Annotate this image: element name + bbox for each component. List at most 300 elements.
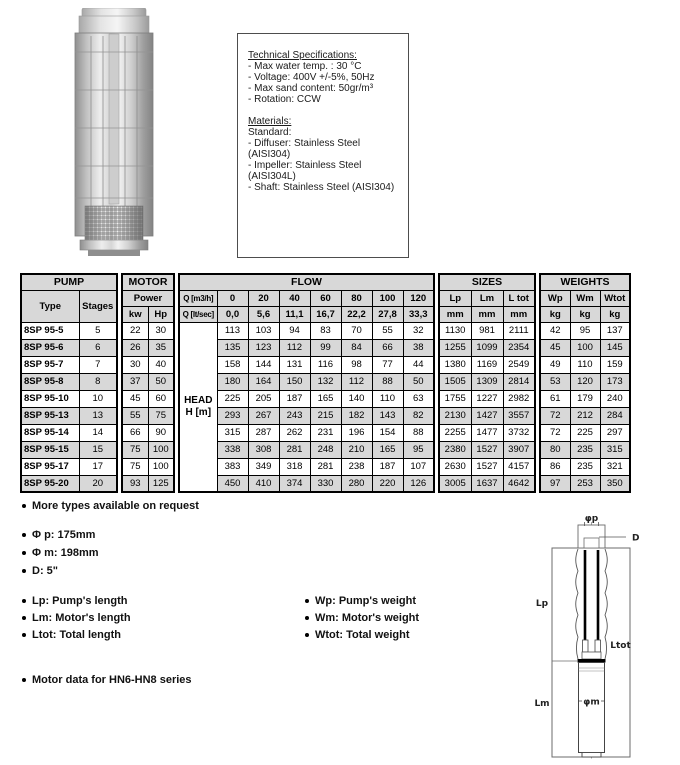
head-value-cell: 205	[248, 390, 279, 407]
head-value-cell: 112	[279, 339, 310, 356]
power-hp-cell: 90	[148, 424, 174, 441]
sizes-section-header: SIZES	[439, 274, 535, 290]
motor-section-table	[121, 273, 175, 493]
table-row	[179, 390, 434, 407]
flow-col-header: 20	[248, 290, 279, 306]
legend-ltot	[22, 629, 121, 642]
d-label: D	[632, 533, 640, 544]
table-row	[439, 458, 535, 475]
spec-box	[237, 33, 409, 258]
weights-section-header: WEIGHTS	[540, 274, 630, 290]
head-value-cell: 220	[372, 475, 403, 492]
head-value-cell: 82	[403, 407, 434, 424]
wtot-cell: 284	[600, 407, 630, 424]
head-value-cell: 50	[403, 373, 434, 390]
legend-lm	[22, 612, 131, 625]
table-row	[21, 407, 117, 424]
wtot-cell: 240	[600, 390, 630, 407]
motor-table-body	[122, 322, 174, 492]
lp-cell: 1505	[439, 373, 471, 390]
weights-section-table	[539, 273, 631, 493]
head-value-cell: 280	[341, 475, 372, 492]
wm-cell: 120	[570, 373, 600, 390]
mm-unit-header: mm	[471, 306, 503, 322]
flow-ltsec-header: 0,0	[217, 306, 248, 322]
kw-col-header: kw	[122, 306, 148, 322]
flow-section-header: FLOW	[179, 274, 434, 290]
power-kw-cell: 45	[122, 390, 148, 407]
head-value-cell: 103	[248, 322, 279, 339]
power-hp-cell: 125	[148, 475, 174, 492]
ltot-label: Ltot	[610, 641, 631, 651]
pump-table-body	[21, 322, 117, 492]
wtot-col-header: Wtot	[600, 290, 630, 306]
wtot-cell: 137	[600, 322, 630, 339]
legend-text: Ltot: Total length	[32, 629, 121, 641]
stages-cell: 14	[79, 424, 117, 441]
flow-col-header: 40	[279, 290, 310, 306]
table-row	[540, 339, 630, 356]
note-motor-data	[22, 674, 192, 687]
flow-col-header: 120	[403, 290, 434, 306]
wp-cell: 42	[540, 322, 570, 339]
bullet-icon	[22, 633, 26, 637]
head-value-cell: 95	[403, 441, 434, 458]
legend-wp	[305, 595, 416, 608]
note-d	[22, 565, 58, 578]
legend-text: Lp: Pump's length	[32, 595, 128, 607]
table-row	[21, 458, 117, 475]
lp-cell: 2380	[439, 441, 471, 458]
power-hp-cell: 100	[148, 458, 174, 475]
table-row	[540, 407, 630, 424]
head-value-cell: 70	[341, 322, 372, 339]
bullet-icon	[22, 599, 26, 603]
power-kw-cell: 22	[122, 322, 148, 339]
pump-type-cell: 8SP 95-14	[21, 424, 79, 441]
table-row	[21, 356, 117, 373]
note-text: D: 5"	[32, 565, 58, 577]
flow-ltsec-header: 33,3	[403, 306, 434, 322]
lp-label: Lp	[535, 599, 549, 609]
table-row	[122, 407, 174, 424]
stages-cell: 5	[79, 322, 117, 339]
table-row	[439, 390, 535, 407]
head-value-cell: 281	[279, 441, 310, 458]
table-row	[179, 356, 434, 373]
head-value-cell: 238	[341, 458, 372, 475]
table-row	[122, 356, 174, 373]
power-hp-cell: 35	[148, 339, 174, 356]
head-value-cell: 165	[372, 441, 403, 458]
head-value-cell: 349	[248, 458, 279, 475]
lm-cell: 981	[471, 322, 503, 339]
spec-line: - Max water temp. : 30 °C	[248, 61, 362, 72]
legend-wm	[305, 612, 419, 625]
table-row	[439, 407, 535, 424]
sizes-section-table	[438, 273, 536, 493]
note-text: More types available on request	[32, 500, 199, 512]
head-value-cell: 450	[217, 475, 248, 492]
spec-line: - Voltage: 400V +/-5%, 50Hz	[248, 72, 375, 83]
head-value-cell: 281	[310, 458, 341, 475]
table-row	[540, 373, 630, 390]
wp-cell: 86	[540, 458, 570, 475]
pump-photo	[58, 8, 170, 258]
power-kw-cell: 75	[122, 458, 148, 475]
stages-cell: 13	[79, 407, 117, 424]
power-hp-cell: 40	[148, 356, 174, 373]
power-hp-cell: 50	[148, 373, 174, 390]
ltot-col-header: L tot	[503, 290, 535, 306]
table-row	[179, 424, 434, 441]
flow-col-header: 80	[341, 290, 372, 306]
head-value-cell: 374	[279, 475, 310, 492]
head-value-cell: 154	[372, 424, 403, 441]
head-value-cell: 225	[217, 390, 248, 407]
pump-type-cell: 8SP 95-15	[21, 441, 79, 458]
bullet-icon	[305, 616, 309, 620]
spec-line: - Max sand content: 50gr/m³	[248, 83, 374, 94]
wp-cell: 72	[540, 407, 570, 424]
head-value-cell: 165	[310, 390, 341, 407]
note-text: Φ p: 175mm	[32, 529, 96, 541]
wtot-cell: 321	[600, 458, 630, 475]
table-row	[439, 356, 535, 373]
head-value-cell: 110	[372, 390, 403, 407]
table-row	[540, 475, 630, 492]
lp-cell: 1755	[439, 390, 471, 407]
lm-cell: 1637	[471, 475, 503, 492]
wp-cell: 45	[540, 339, 570, 356]
head-value-cell: 32	[403, 322, 434, 339]
wtot-cell: 159	[600, 356, 630, 373]
head-value-cell: 231	[310, 424, 341, 441]
bullet-icon	[22, 678, 26, 682]
bullet-icon	[305, 599, 309, 603]
head-value-cell: 196	[341, 424, 372, 441]
lp-cell: 2630	[439, 458, 471, 475]
ltot-cell: 2354	[503, 339, 535, 356]
head-value-cell: 187	[372, 458, 403, 475]
tech-specs-title: Technical Specifications:	[248, 50, 357, 61]
head-value-cell: 113	[217, 322, 248, 339]
lm-cell: 1099	[471, 339, 503, 356]
table-row	[21, 373, 117, 390]
lp-cell: 1130	[439, 322, 471, 339]
flow-ltsec-header: 5,6	[248, 306, 279, 322]
table-row	[21, 424, 117, 441]
note-text: Φ m: 198mm	[32, 547, 99, 559]
table-row	[179, 441, 434, 458]
head-value-cell: 158	[217, 356, 248, 373]
wtot-cell: 297	[600, 424, 630, 441]
lm-col-header: Lm	[471, 290, 503, 306]
wtot-cell: 350	[600, 475, 630, 492]
table-row	[21, 475, 117, 492]
flow-col-header: 60	[310, 290, 341, 306]
head-value-cell: 132	[310, 373, 341, 390]
ltot-cell: 4642	[503, 475, 535, 492]
bullet-icon	[22, 504, 26, 508]
wp-cell: 53	[540, 373, 570, 390]
flow-section-table	[178, 273, 435, 493]
head-value-cell: 44	[403, 356, 434, 373]
wp-cell: 80	[540, 441, 570, 458]
wm-cell: 235	[570, 458, 600, 475]
bullet-icon	[22, 616, 26, 620]
spec-line: - Rotation: CCW	[248, 94, 321, 105]
pump-type-cell: 8SP 95-6	[21, 339, 79, 356]
table-row	[439, 339, 535, 356]
pump-section-header: PUMP	[21, 274, 117, 290]
head-value-cell: 66	[372, 339, 403, 356]
kg-unit-header: kg	[600, 306, 630, 322]
q-ltsec-header: Q [lt/sec]	[179, 306, 217, 322]
wtot-cell: 315	[600, 441, 630, 458]
table-row	[439, 424, 535, 441]
head-value-cell: 150	[279, 373, 310, 390]
table-row	[540, 424, 630, 441]
bullet-icon	[305, 633, 309, 637]
mm-unit-header: mm	[439, 306, 471, 322]
wp-cell: 61	[540, 390, 570, 407]
dimension-diagram	[532, 498, 680, 763]
table-row	[439, 441, 535, 458]
bullet-icon	[22, 551, 26, 555]
stages-col-header: Stages	[79, 290, 117, 322]
lm-cell: 1527	[471, 458, 503, 475]
table-row	[540, 441, 630, 458]
lm-cell: 1309	[471, 373, 503, 390]
head-value-cell: 287	[248, 424, 279, 441]
head-value-cell: 293	[217, 407, 248, 424]
ltot-cell: 2814	[503, 373, 535, 390]
wtot-cell: 173	[600, 373, 630, 390]
head-h-m-cell	[179, 322, 217, 492]
note-phi-p	[22, 529, 95, 542]
phi-m-label: φm	[583, 697, 600, 708]
head-value-cell: 248	[310, 441, 341, 458]
head-value-cell: 262	[279, 424, 310, 441]
table-row	[122, 390, 174, 407]
head-value-cell: 135	[217, 339, 248, 356]
table-row	[179, 339, 434, 356]
sizes-table-body	[439, 322, 535, 492]
head-value-cell: 63	[403, 390, 434, 407]
power-hp-cell: 30	[148, 322, 174, 339]
bullet-icon	[22, 533, 26, 537]
table-row	[439, 322, 535, 339]
table-row	[122, 458, 174, 475]
head-value-cell: 187	[279, 390, 310, 407]
head-value-cell: 99	[310, 339, 341, 356]
head-value-cell: 383	[217, 458, 248, 475]
wm-cell: 100	[570, 339, 600, 356]
flow-table-body	[179, 322, 434, 492]
head-value-cell: 38	[403, 339, 434, 356]
pump-data-table	[20, 273, 631, 493]
head-value-cell: 140	[341, 390, 372, 407]
head-value-cell: 112	[341, 373, 372, 390]
table-row	[122, 441, 174, 458]
kg-unit-header: kg	[540, 306, 570, 322]
table-row	[122, 475, 174, 492]
power-hp-cell: 75	[148, 407, 174, 424]
motor-section-header: MOTOR	[122, 274, 174, 290]
head-value-cell: 164	[248, 373, 279, 390]
legend-text: Wm: Motor's weight	[315, 612, 420, 624]
power-kw-cell: 26	[122, 339, 148, 356]
wm-cell: 212	[570, 407, 600, 424]
pump-type-cell: 8SP 95-13	[21, 407, 79, 424]
stages-cell: 7	[79, 356, 117, 373]
table-row	[122, 322, 174, 339]
head-value-cell: 143	[372, 407, 403, 424]
legend-lp	[22, 595, 128, 608]
hp-col-header: Hp	[148, 306, 174, 322]
wm-cell: 253	[570, 475, 600, 492]
phi-p-label: φp	[584, 514, 599, 524]
materials-title: Materials:	[248, 116, 292, 127]
wm-cell: 235	[570, 441, 600, 458]
wp-col-header: Wp	[540, 290, 570, 306]
table-row	[122, 424, 174, 441]
pump-type-cell: 8SP 95-20	[21, 475, 79, 492]
lp-cell: 2255	[439, 424, 471, 441]
head-value-cell: 107	[403, 458, 434, 475]
material-line: Standard:	[248, 127, 292, 138]
lm-cell: 1477	[471, 424, 503, 441]
head-value-cell: 126	[403, 475, 434, 492]
legend-text: Lm: Motor's length	[32, 612, 131, 624]
pump-type-cell: 8SP 95-17	[21, 458, 79, 475]
flow-col-header: 0	[217, 290, 248, 306]
head-value-cell: 77	[372, 356, 403, 373]
table-row	[21, 322, 117, 339]
head-value-cell: 338	[217, 441, 248, 458]
head-value-cell: 131	[279, 356, 310, 373]
table-row	[179, 322, 434, 339]
head-value-cell: 210	[341, 441, 372, 458]
ltot-cell: 3907	[503, 441, 535, 458]
wm-cell: 179	[570, 390, 600, 407]
head-value-cell: 180	[217, 373, 248, 390]
head-value-cell: 84	[341, 339, 372, 356]
stages-cell: 20	[79, 475, 117, 492]
head-value-cell: 83	[310, 322, 341, 339]
pump-type-cell: 8SP 95-7	[21, 356, 79, 373]
lm-cell: 1169	[471, 356, 503, 373]
head-unit-label: H [m]	[185, 406, 212, 418]
kg-unit-header: kg	[570, 306, 600, 322]
lp-cell: 3005	[439, 475, 471, 492]
pump-section-table	[20, 273, 118, 493]
head-value-cell: 182	[341, 407, 372, 424]
wm-col-header: Wm	[570, 290, 600, 306]
head-value-cell: 410	[248, 475, 279, 492]
head-value-cell: 88	[372, 373, 403, 390]
material-line: - Shaft: Stainless Steel (AISI304)	[248, 182, 395, 193]
stages-cell: 17	[79, 458, 117, 475]
head-value-cell: 116	[310, 356, 341, 373]
note-more-types	[22, 500, 199, 513]
table-row	[179, 373, 434, 390]
stages-cell: 8	[79, 373, 117, 390]
pump-type-cell: 8SP 95-8	[21, 373, 79, 390]
power-hp-cell: 100	[148, 441, 174, 458]
head-label: HEAD	[184, 394, 213, 406]
table-row	[179, 475, 434, 492]
table-row	[540, 458, 630, 475]
table-row	[540, 322, 630, 339]
head-value-cell: 330	[310, 475, 341, 492]
wp-cell: 72	[540, 424, 570, 441]
power-hp-cell: 60	[148, 390, 174, 407]
head-value-cell: 315	[217, 424, 248, 441]
flow-col-header: 100	[372, 290, 403, 306]
wm-cell: 225	[570, 424, 600, 441]
head-value-cell: 88	[403, 424, 434, 441]
legend-text: Wp: Pump's weight	[315, 595, 416, 607]
pump-type-cell: 8SP 95-10	[21, 390, 79, 407]
note-text: Motor data for HN6-HN8 series	[32, 674, 192, 686]
head-value-cell: 318	[279, 458, 310, 475]
mm-unit-header: mm	[503, 306, 535, 322]
head-value-cell: 267	[248, 407, 279, 424]
stages-cell: 15	[79, 441, 117, 458]
lm-cell: 1227	[471, 390, 503, 407]
wp-cell: 49	[540, 356, 570, 373]
table-row	[540, 390, 630, 407]
head-value-cell: 94	[279, 322, 310, 339]
power-col-header: Power	[122, 290, 174, 306]
table-row	[122, 373, 174, 390]
ltot-cell: 3557	[503, 407, 535, 424]
power-kw-cell: 75	[122, 441, 148, 458]
power-kw-cell: 30	[122, 356, 148, 373]
wm-cell: 95	[570, 322, 600, 339]
wp-cell: 97	[540, 475, 570, 492]
lm-cell: 1527	[471, 441, 503, 458]
weights-table-body	[540, 322, 630, 492]
lp-cell: 1255	[439, 339, 471, 356]
ltot-cell: 2549	[503, 356, 535, 373]
wm-cell: 110	[570, 356, 600, 373]
type-col-header: Type	[21, 290, 79, 322]
lp-cell: 2130	[439, 407, 471, 424]
ltot-cell: 2111	[503, 322, 535, 339]
legend-text: Wtot: Total weight	[315, 629, 410, 641]
lm-label: Lm	[534, 699, 550, 709]
table-row	[21, 390, 117, 407]
lp-cell: 1380	[439, 356, 471, 373]
head-value-cell: 123	[248, 339, 279, 356]
table-row	[179, 407, 434, 424]
ltot-cell: 4157	[503, 458, 535, 475]
head-value-cell: 144	[248, 356, 279, 373]
power-kw-cell: 37	[122, 373, 148, 390]
table-row	[439, 475, 535, 492]
flow-ltsec-header: 16,7	[310, 306, 341, 322]
note-phi-m	[22, 547, 99, 560]
flow-ltsec-header: 22,2	[341, 306, 372, 322]
head-value-cell: 243	[279, 407, 310, 424]
power-kw-cell: 66	[122, 424, 148, 441]
bullet-icon	[22, 569, 26, 573]
head-value-cell: 308	[248, 441, 279, 458]
ltot-cell: 2982	[503, 390, 535, 407]
